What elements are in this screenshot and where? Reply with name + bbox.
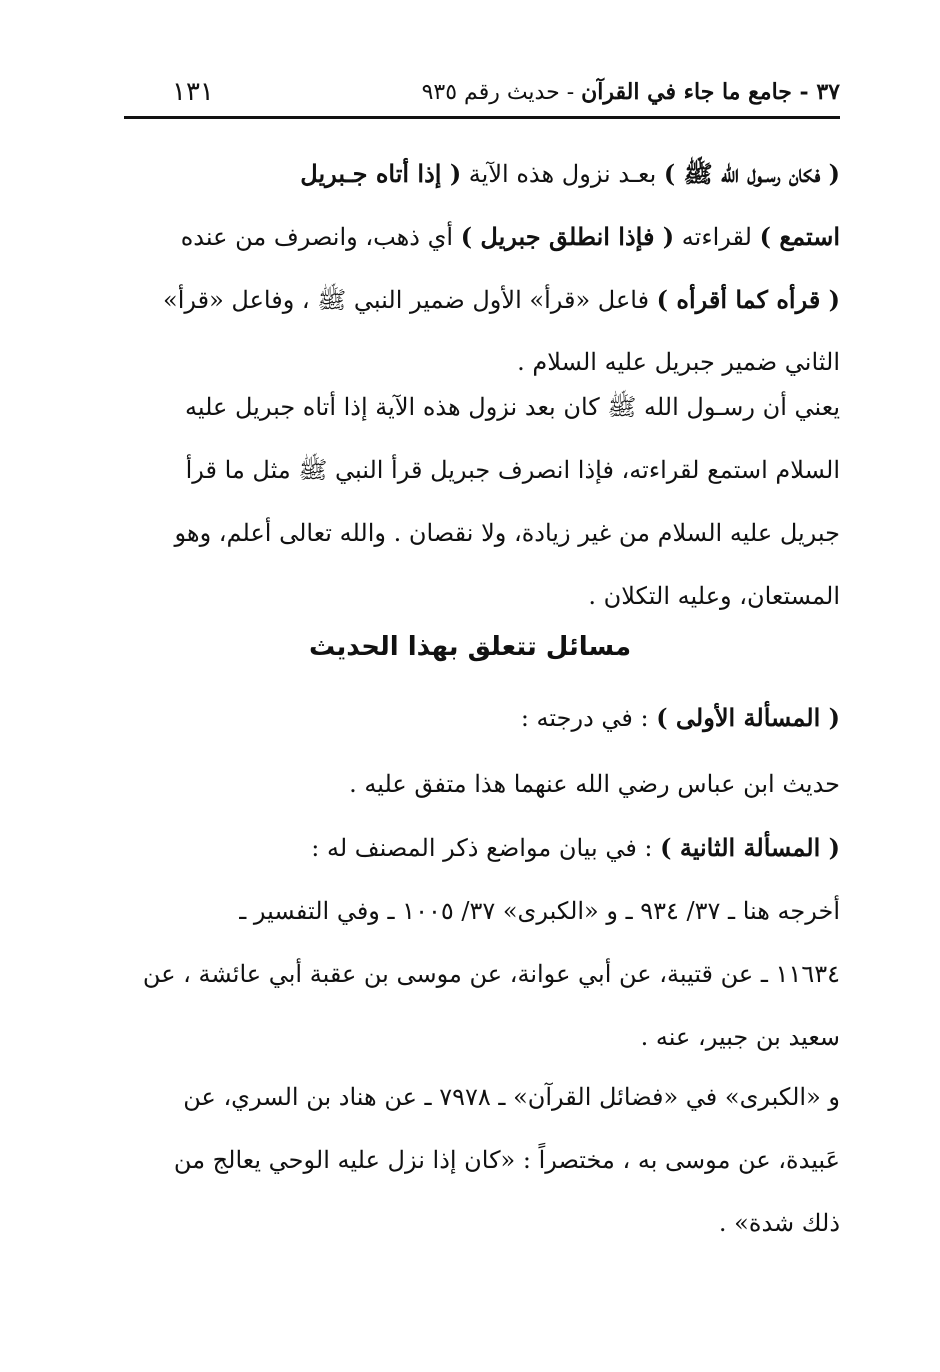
issue-1-text: حديث ابن عباس رضي الله عنهما هذا متفق عليه . (349, 770, 840, 798)
hadith-number: - حديث رقم ٩٣٥ (421, 80, 582, 105)
issue-1-label: ( المسألة الأولى ) (656, 703, 840, 732)
paragraph-1 (100, 142, 840, 394)
paragraph-3 (100, 880, 840, 1069)
issue-2-subtitle: : في بيان مواضع ذكر المصنف له : (311, 834, 661, 862)
paragraph-line: عَبيدة، عن موسى به ، مختصراً : «كان إذا نزل عليه الوحي يعالج من (173, 1146, 840, 1174)
text-phrase: فاعل «قرأ» الأول ضمير النبي ﷺ ، وفاعل «قرأ» (163, 286, 657, 314)
bold-phrase: ( قرأه كما أقرأه ) (656, 285, 840, 314)
issue-1-subtitle: : في درجته : (520, 704, 657, 732)
page-number-divider (124, 116, 158, 119)
paragraph-4 (100, 1066, 840, 1255)
issue-2-label: ( المسألة الثانية ) (660, 833, 840, 862)
paragraph-line: ذلك شدة» . (718, 1209, 840, 1237)
section-heading: مسائل تتعلق بهذا الحديث (308, 632, 632, 662)
paragraph-line: ١١٦٣٤ ـ عن قتيبة، عن أبي عوانة، عن موسى بن عقبة أبي عائشة ، عن (142, 960, 840, 988)
paragraph-line (100, 205, 840, 268)
paragraph-line (100, 142, 840, 205)
text-phrase: أي ذهب، وانصرف من عنده (180, 223, 461, 251)
bold-phrase: ( إذا أتاه جـبريل (300, 159, 462, 188)
paragraph-line: سعيد بن جبير، عنه . (640, 1023, 840, 1051)
text-phrase: بعـد نزول هذه الآية (461, 160, 664, 188)
paragraph-line: الثاني ضمير جبريل عليه السلام . (517, 348, 840, 376)
page-number: ١٣١ (172, 77, 214, 107)
paragraph-line: السلام استمع لقراءته، فإذا انصرف جبريل قرأ النبي ﷺ مثل ما قرأ (185, 456, 840, 484)
bold-phrase: استمع ) (759, 222, 840, 251)
text-phrase: لقراءته (674, 223, 760, 251)
page-header (120, 72, 840, 122)
bold-phrase: ( فكان رسـول الله ﷺ ) (663, 159, 840, 188)
bold-phrase: ( فإذا انطلق جبريل ) (460, 222, 675, 251)
paragraph-line: يعني أن رسـول الله ﷺ كان بعد نزول هذه الآية إذا أتاه جبريل عليه (184, 393, 840, 421)
header-divider (128, 116, 840, 119)
paragraph-2 (100, 376, 840, 628)
paragraph-line: المستعان، وعليه التكلان . (588, 582, 840, 610)
paragraph-line: جبريل عليه السلام من غير زيادة، ولا نقصان . والله تعالى أعلم، وهو (174, 519, 840, 547)
paragraph-line: أخرجه هنا ـ ٣٧/ ٩٣٤ ـ و «الكبرى» ٣٧/ ١٠٠٥ ـ وفي التفسير ـ (239, 897, 840, 925)
chapter-title: ٣٧ - جامع ما جاء في القرآن (581, 79, 840, 105)
paragraph-line (100, 268, 840, 331)
paragraph-line: و «الكبرى» في «فضائل القرآن» ـ ٧٩٧٨ ـ عن هناد بن السري، عن (183, 1083, 840, 1111)
issue-2-heading (140, 828, 840, 868)
header-title (422, 72, 840, 113)
issue-1-heading (140, 698, 840, 738)
